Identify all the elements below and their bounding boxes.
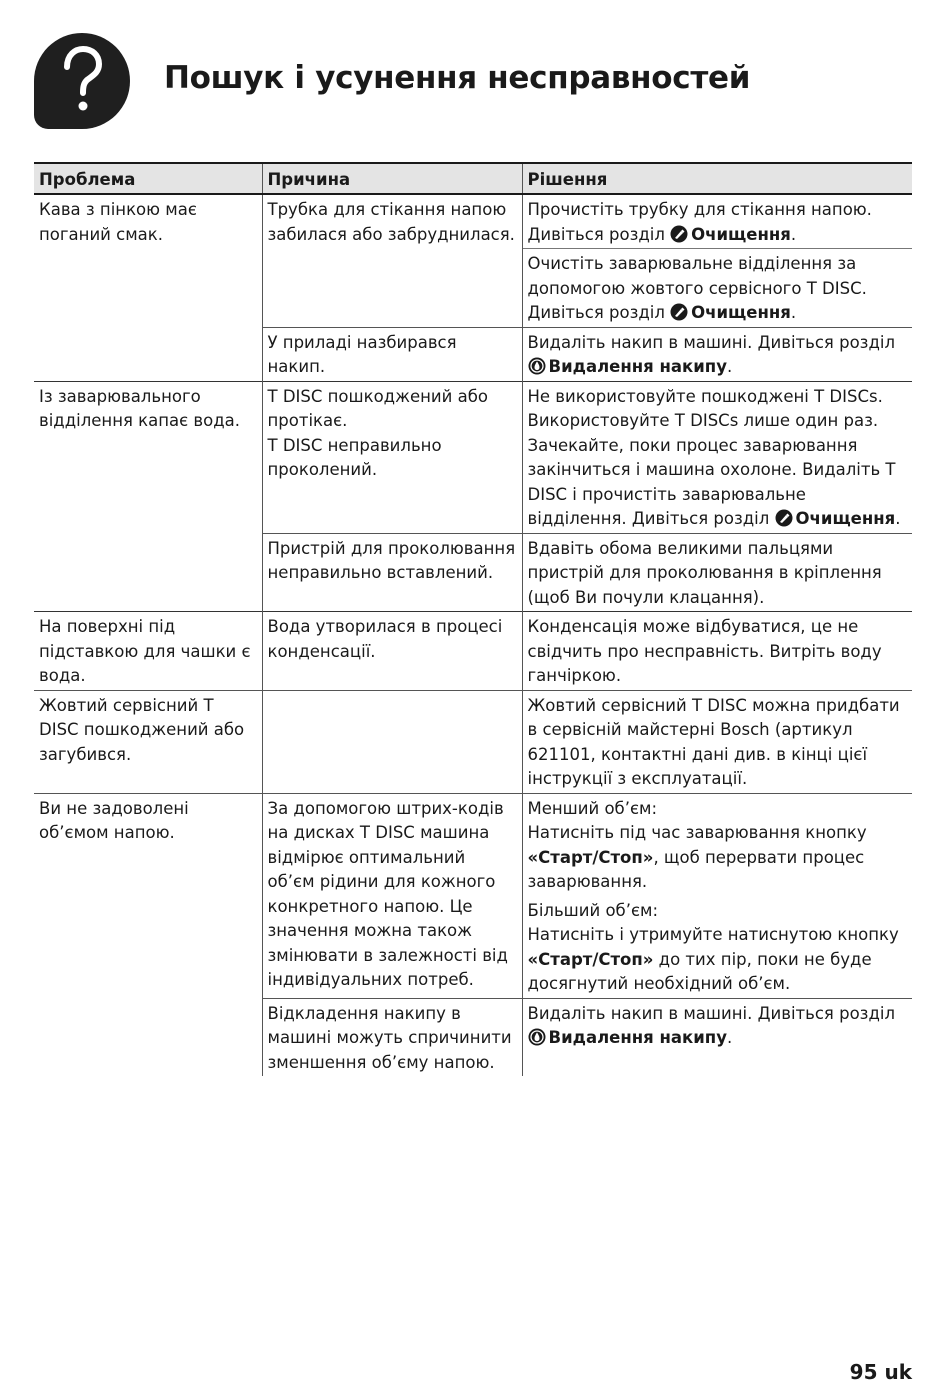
solution-cell: Не використовуйте пошкоджені T DISCs. Використовуйте T DISCs лише один раз. Зачекайте, поки процес заварювання закінчиться і машина охолоне. Видаліть T DISC і прочистіть заварювальне відділення. Дивіться розділ Очищення.	[522, 381, 912, 533]
cause-text: T DISC пошкоджений або протікає.	[267, 386, 488, 430]
cause-cell: Трубка для стікання напою забилася або забруднилася.	[262, 194, 522, 327]
cause-cell: За допомогою штрих-кодів на дисках T DISC машина відмірює оптимальний об’єм рідини для кожного конкретного напою. Це значення можна також змінювати в залежності від індивідуальних потреб.	[262, 793, 522, 998]
solution-cell: Очистіть заварювальне відділення за допомогою жовтого сервісного T DISC. Дивіться розділ Очищення.	[522, 249, 912, 328]
section-link-cleaning[interactable]: Очищення	[691, 224, 791, 244]
solution-text: Прочистіть трубку для стікання напою. Дивіться розділ	[527, 200, 872, 244]
solution-text-part: Натисніть і утримуйте натиснутою кнопку	[527, 925, 899, 944]
table-row	[34, 612, 912, 691]
solution-cell: Видаліть накип в машині. Дивіться розділ Видалення накипу.	[522, 327, 912, 381]
solution-cell: Конденсація може відбуватися, це не свідчить про несправність. Витріть воду ганчіркою.	[522, 612, 912, 691]
problem-cell: Із заварювального відділення капає вода.	[34, 381, 262, 612]
descaling-icon	[528, 357, 546, 375]
solution-text: Видаліть накип в машині. Дивіться розділ	[527, 1003, 895, 1023]
solution-text	[528, 821, 908, 895]
cleaning-icon	[670, 303, 688, 321]
table-row	[34, 194, 912, 249]
problem-cell: На поверхні під підставкою для чашки є вода.	[34, 612, 262, 691]
problem-cell: Кава з пінкою має поганий смак.	[39, 200, 197, 244]
section-link-descaling[interactable]: Видалення накипу	[548, 1028, 727, 1047]
descaling-icon	[528, 1028, 546, 1046]
problem-cell: Ви не задоволені об’ємом напою.	[34, 793, 262, 1076]
section-link-descaling[interactable]: Видалення накипу	[548, 357, 727, 376]
column-header-solution: Рішення	[522, 163, 912, 194]
question-mark-icon	[34, 33, 130, 129]
start-stop-button-label: «Старт/Стоп»	[527, 949, 654, 969]
solution-cell	[522, 793, 912, 998]
solution-cell: Прочистіть трубку для стікання напою. Дивіться розділ Очищення.	[522, 194, 912, 249]
solution-text-part: Натисніть під час заварювання кнопку	[527, 823, 867, 842]
cause-cell: У приладі назбирався накип.	[262, 327, 522, 381]
section-link-cleaning[interactable]: Очищення	[691, 303, 791, 322]
section-link-cleaning[interactable]: Очищення	[795, 509, 896, 528]
cleaning-icon	[670, 225, 688, 243]
cause-text: T DISC неправильно проколений.	[267, 435, 442, 479]
solution-text: Очистіть заварювальне відділення за допомогою жовтого сервісного T DISC. Дивіться розділ	[527, 254, 867, 322]
page-number: 95 uk	[849, 1360, 912, 1384]
solution-subtitle-more: Більший об’єм:	[527, 900, 659, 920]
troubleshooting-table	[34, 162, 912, 1076]
solution-text-part: до тих пір, поки не буде досягнутий необхідний об’єм.	[527, 949, 872, 993]
cause-cell	[262, 690, 522, 793]
solution-text: Не використовуйте пошкоджені T DISCs. Використовуйте T DISCs лише один раз. Зачекайте, поки процес заварювання закінчиться і машина охолоне. Видаліть T DISC і прочистіть заварювальне відділення. Дивіться розділ	[527, 386, 896, 528]
solution-subtitle-less: Менший об’єм:	[527, 798, 658, 818]
table-row	[34, 381, 912, 533]
problem-cell: Жовтий сервісний T DISC пошкоджений або загубився.	[34, 690, 262, 793]
column-header-cause: Причина	[262, 163, 522, 194]
table-header-row	[34, 163, 912, 194]
page-title: Пошук і усунення несправностей	[164, 60, 751, 96]
cause-cell: Пристрій для проколювання неправильно вставлений.	[262, 533, 522, 612]
table-row	[34, 793, 912, 998]
solution-text-part: , щоб перервати процес заварювання.	[527, 847, 865, 891]
solution-cell: Жовтий сервісний T DISC можна придбати в сервісній майстерні Bosch (артикул 621101, контактні дані див. в кінці цієї інструкції з експлуатації.	[522, 690, 912, 793]
cause-cell: Вода утворилася в процесі конденсації.	[262, 612, 522, 691]
solution-cell: Вдавіть обома великими пальцями пристрій для проколювання в кріплення (щоб Ви почули клацання).	[522, 533, 912, 612]
column-header-problem: Проблема	[34, 163, 262, 194]
solution-text	[528, 923, 908, 997]
table-row	[34, 690, 912, 793]
cause-cell: Відкладення накипу в машині можуть спричинити зменшення об’єму напою.	[262, 998, 522, 1076]
cause-cell	[262, 381, 522, 533]
start-stop-button-label: «Старт/Стоп»	[527, 847, 654, 867]
solution-cell: Видаліть накип в машині. Дивіться розділ Видалення накипу.	[522, 998, 912, 1076]
cleaning-icon	[775, 509, 793, 527]
solution-text: Видаліть накип в машині. Дивіться розділ	[527, 332, 895, 352]
